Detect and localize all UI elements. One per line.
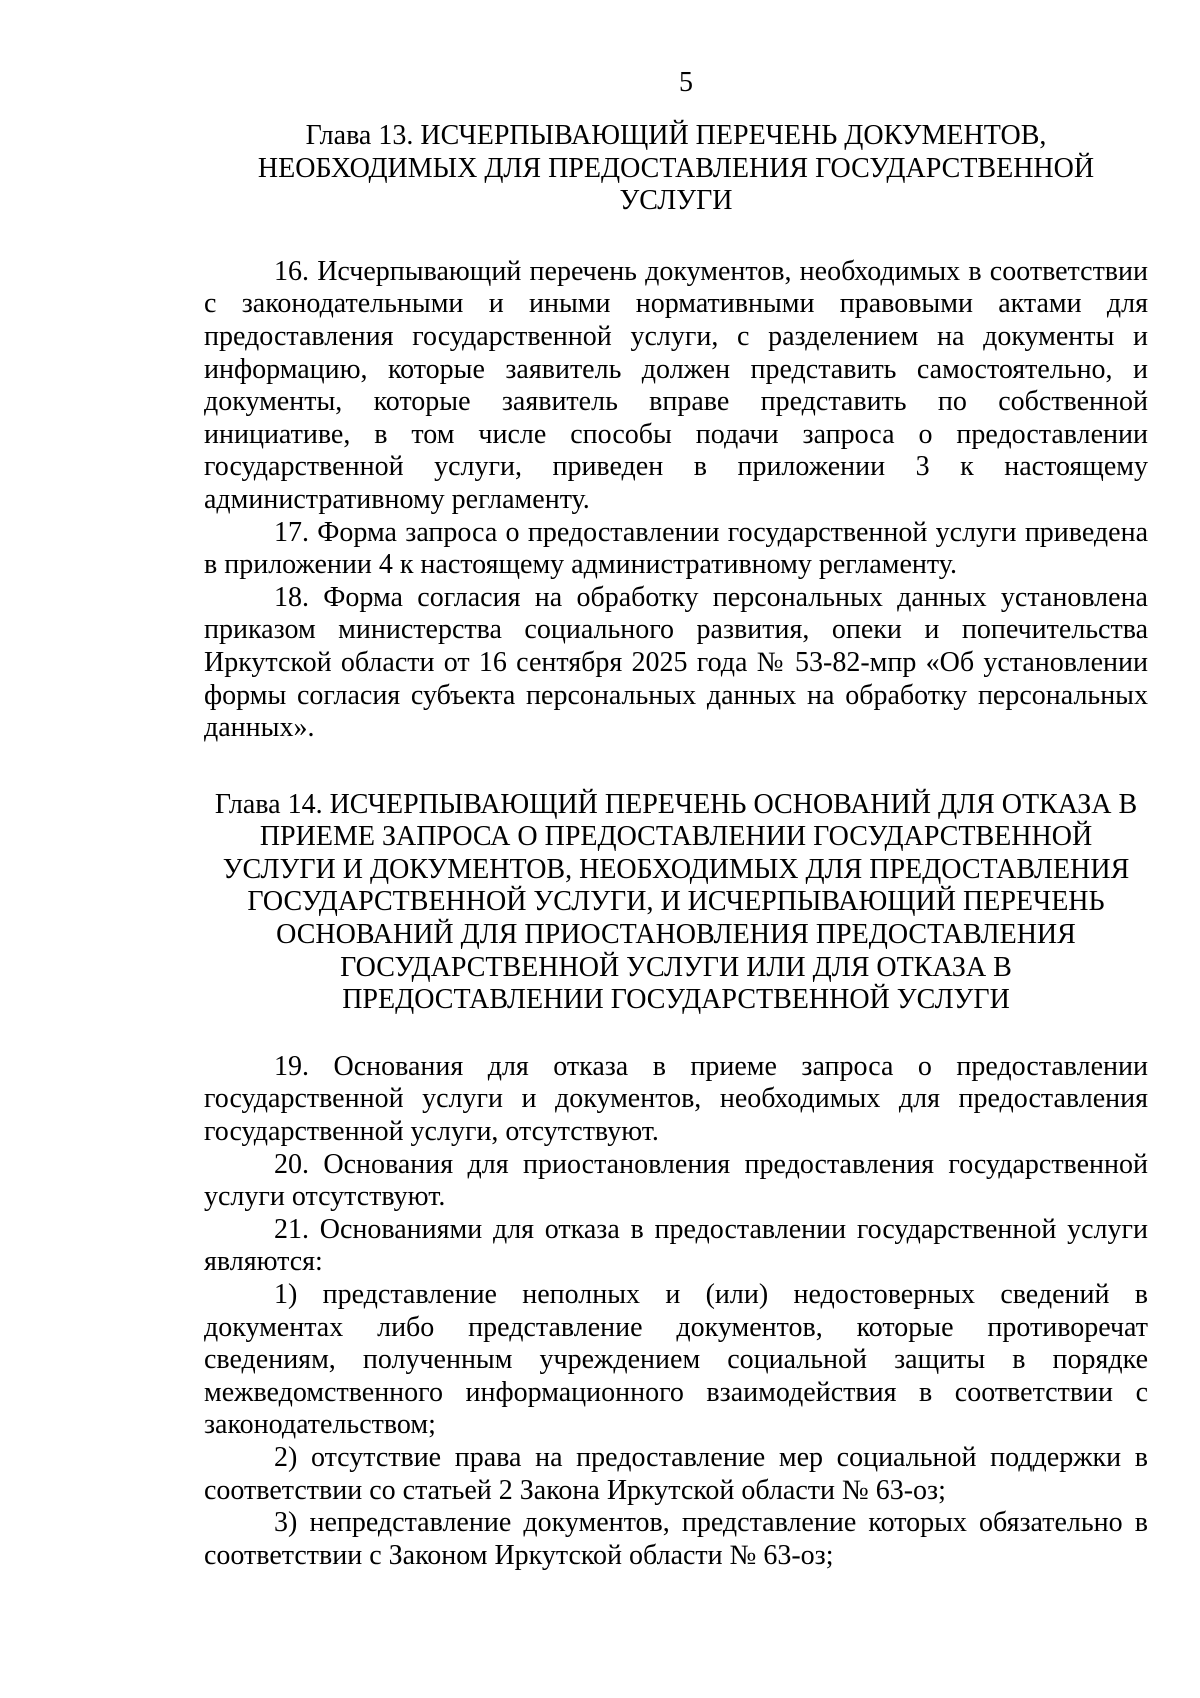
paragraph-19: 19. Основания для отказа в приеме запроса о предоставлении государственной услуги и документов, необходимых для предоставления государственной услуги, отсутствуют. (204, 1050, 1148, 1148)
list-item-21-1: 1) представление неполных и (или) недостоверных сведений в документах либо представление документов, которые противоречат сведениям, полученным учреждением социальной защиты в порядке межведомственного информационного взаимодействия в соответствии с законодательством; (204, 1279, 1148, 1441)
list-item-21-2: 2) отсутствие права на предоставление мер социальной поддержки в соответствии со статьей 2 Закона Иркутской области № 63-оз; (204, 1441, 1148, 1506)
chapter-14-title-line: ОСНОВАНИЙ ДЛЯ ПРИОСТАНОВЛЕНИЯ ПРЕДОСТАВЛЕНИЯ (276, 919, 1076, 951)
paragraph-17: 17. Форма запроса о предоставлении государственной услуги приведена в приложении 4 к настоящему административному регламенту. (204, 516, 1148, 581)
chapter-14-title-line: Глава 14. ИСЧЕРПЫВАЮЩИЙ ПЕРЕЧЕНЬ ОСНОВАНИЙ ДЛЯ ОТКАЗА В (214, 788, 1138, 820)
chapter-14-title (204, 789, 1148, 1017)
chapter-13-title (204, 120, 1148, 218)
paragraph-21: 21. Основаниями для отказа в предоставлении государственной услуги являются: (204, 1213, 1148, 1278)
chapter-13-title-line: Глава 13. ИСЧЕРПЫВАЮЩИЙ ПЕРЕЧЕНЬ ДОКУМЕНТОВ, (305, 120, 1047, 151)
chapter-14-title-line: ПРИЕМЕ ЗАПРОСА О ПРЕДОСТАВЛЕНИИ ГОСУДАРСТВЕННОЙ (259, 821, 1093, 853)
page-number: 5 (679, 67, 693, 98)
chapter-14-title-line: ГОСУДАРСТВЕННОЙ УСЛУГИ ИЛИ ДЛЯ ОТКАЗА В (340, 951, 1012, 983)
list-item-21-3: 3) непредставление документов, представление которых обязательно в соответствии с Законом Иркутской области № 63-оз; (204, 1507, 1148, 1571)
chapter-14-title-line: ПРЕДОСТАВЛЕНИИ ГОСУДАРСТВЕННОЙ УСЛУГИ (342, 984, 1010, 1016)
paragraph-16: 16. Исчерпывающий перечень документов, необходимых в соответствии с законодательными и иными нормативными правовыми актами для предоставления государственной услуги, с разделением на документы и информацию, которые заявитель должен представить самостоятельно, и документы, которые заявитель вправе представить по собственной инициативе, в том числе способы подачи запроса о предоставлении государственной услуги, приведен в приложении 3 к настоящему административному регламенту. (204, 255, 1148, 515)
paragraph-20: 20. Основания для приостановления предоставления государственной услуги отсутствуют. (204, 1148, 1148, 1213)
chapter-14-title-line: ГОСУДАРСТВЕННОЙ УСЛУГИ, И ИСЧЕРПЫВАЮЩИЙ ПЕРЕЧЕНЬ (247, 886, 1105, 918)
chapter-13-title-line: УСЛУГИ (619, 185, 733, 217)
document-page (204, 66, 1148, 1572)
chapter-13-title-line: НЕОБХОДИМЫХ ДЛЯ ПРЕДОСТАВЛЕНИЯ ГОСУДАРСТВЕННОЙ (257, 152, 1095, 184)
chapter-14-title-line: УСЛУГИ И ДОКУМЕНТОВ, НЕОБХОДИМЫХ ДЛЯ ПРЕДОСТАВЛЕНИЯ (222, 853, 1130, 885)
paragraph-18: 18. Форма согласия на обработку персональных данных установлена приказом министерства социального развития, опеки и попечительства Иркутской области от 16 сентября 2025 года № 53-82-мпр «Об установлении формы согласия субъекта персональных данных на обработку персональных данных». (204, 581, 1148, 744)
